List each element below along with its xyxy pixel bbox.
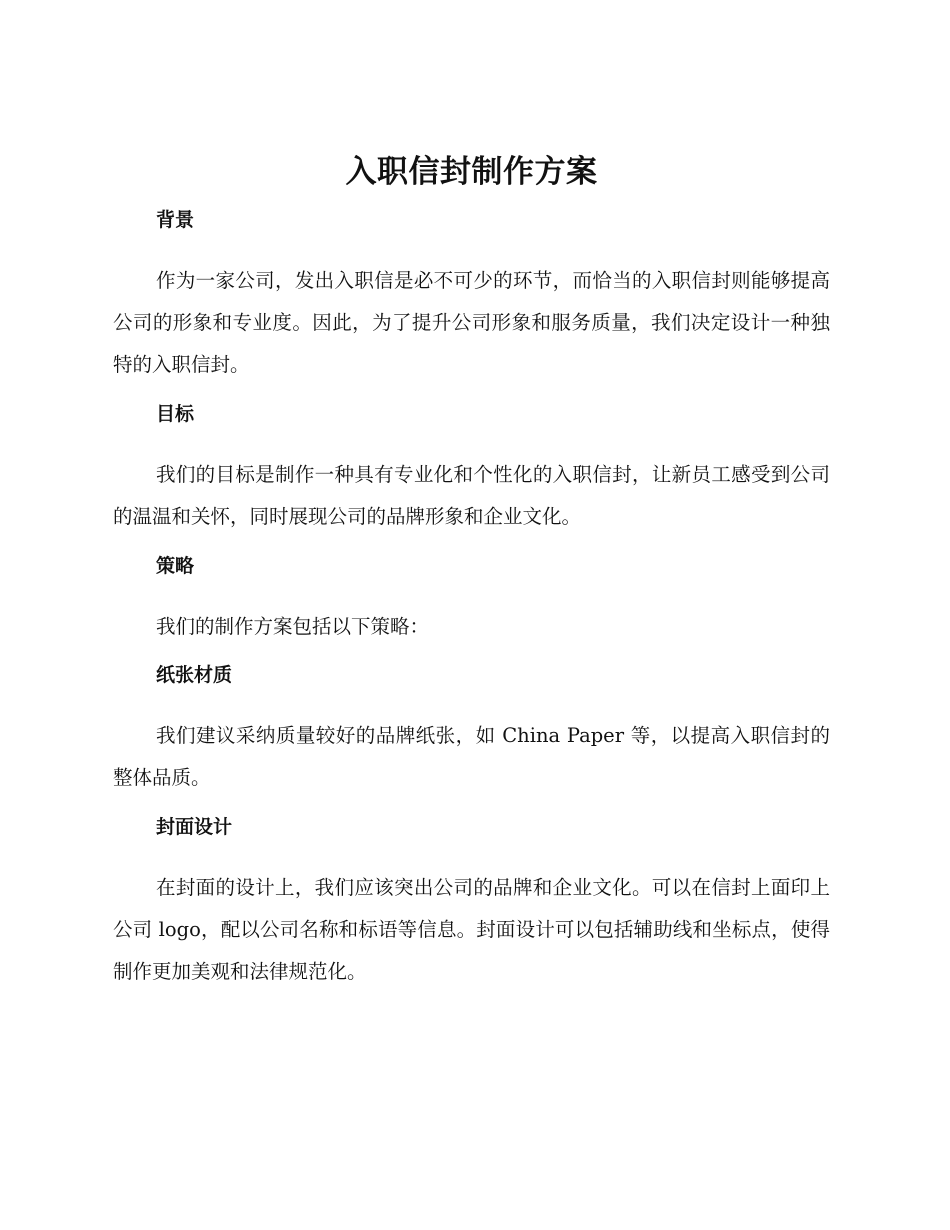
- section-heading: 策略: [156, 555, 195, 577]
- section-paragraph: 在封面的设计上，我们应该突出公司的品牌和企业文化。可以在信封上面印上公司 logo，配以公司名称和标语等信息。封面设计可以包括辅助线和坐标点，使得制作更加美观和法律规范化。: [113, 876, 830, 983]
- section-background: [113, 206, 830, 386]
- document-title: 入职信封制作方案: [345, 154, 598, 190]
- section-heading: 封面设计: [156, 816, 233, 838]
- section-cover-design: [113, 813, 830, 993]
- section-paragraph: 我们的目标是制作一种具有专业化和个性化的入职信封，让新员工感受到公司的温温和关怀，同时展现公司的品牌形象和企业文化。: [113, 463, 830, 528]
- section-goal: [113, 400, 830, 538]
- section-strategy: [113, 552, 830, 648]
- section-paragraph: 我们建议采纳质量较好的品牌纸张，如 China Paper 等，以提高入职信封的整体品质。: [113, 724, 830, 789]
- section-heading: 纸张材质: [156, 664, 233, 686]
- section-paper-material: [113, 661, 830, 799]
- section-paragraph: 我们的制作方案包括以下策略：: [156, 615, 430, 638]
- section-heading: 背景: [156, 209, 195, 231]
- section-heading: 目标: [156, 403, 195, 425]
- section-paragraph: 作为一家公司，发出入职信是必不可少的环节，而恰当的入职信封则能够提高公司的形象和专业度。因此，为了提升公司形象和服务质量，我们决定设计一种独特的入职信封。: [113, 269, 830, 376]
